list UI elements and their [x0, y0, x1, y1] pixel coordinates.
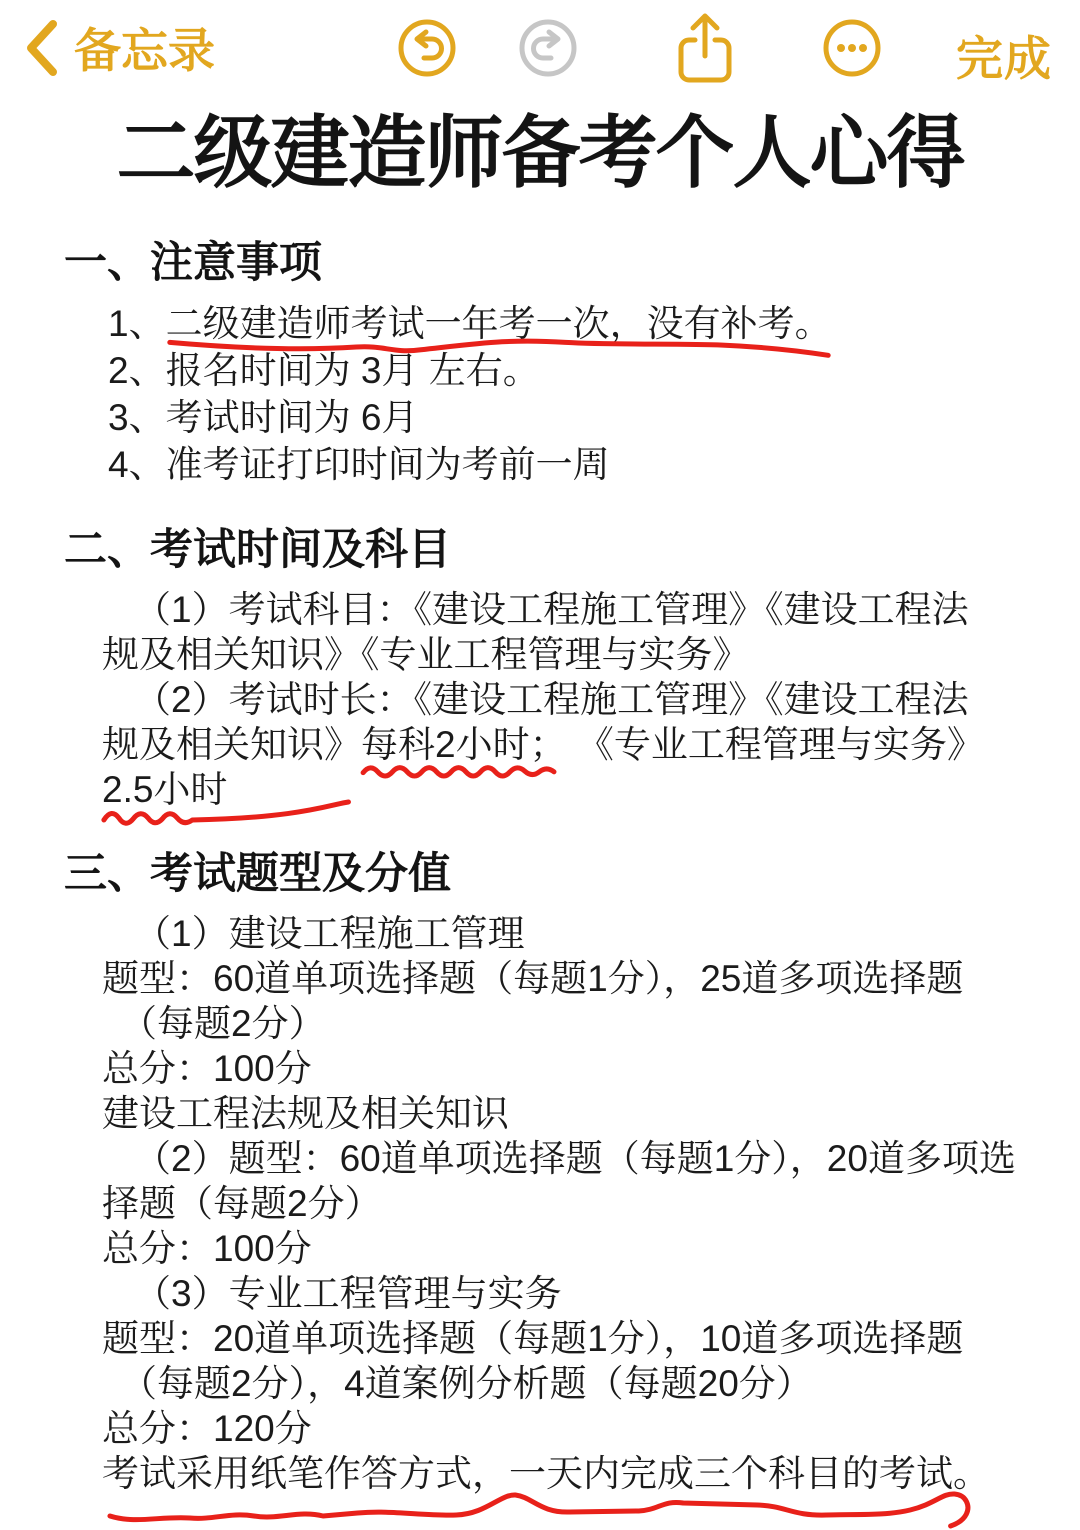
ellipsis-circle-icon: [822, 18, 882, 78]
red-wavy-marked-text: [102, 767, 227, 812]
list-item: [108, 441, 1080, 488]
note-line: 规及相关知识》《专业工程管理与实务》: [102, 633, 750, 675]
note-line: 总分：100分: [102, 1227, 312, 1269]
item-text: 准考证打印时间为考前一周: [165, 443, 610, 485]
note-line: [102, 767, 1080, 812]
red-scribble-marked-text: [102, 1451, 990, 1496]
section-3-heading: 三、考试题型及分值: [64, 849, 451, 898]
line-text: 2.5小时: [102, 768, 228, 810]
navbar: [0, 0, 1080, 96]
line-text: 每科2小时；: [361, 723, 567, 765]
section-2-heading: 二、考试时间及科目: [64, 525, 451, 574]
note-line: 总分：100分: [102, 1047, 312, 1089]
share-icon: [672, 10, 738, 86]
item-text: 考试时间为 6月: [165, 396, 419, 438]
red-underlined-text: [166, 300, 832, 347]
note-line: 建设工程法规及相关知识: [102, 1092, 509, 1134]
note-line: （2）题型：60道单项选择题（每题1分），20道多项选: [134, 1137, 1016, 1179]
item-number: 3、: [108, 396, 166, 438]
redo-button[interactable]: [518, 18, 578, 78]
note-line: （1）建设工程施工管理: [134, 912, 525, 954]
back-label: 备忘录: [74, 24, 215, 77]
line-text: 考试采用纸笔作答方式，一天内完成三个科目的考试。: [102, 1452, 990, 1494]
item-number: 4、: [108, 443, 166, 485]
note-line: （1）考试科目：《建设工程施工管理》《建设工程法: [134, 588, 969, 630]
item-number: 1、: [108, 302, 166, 344]
list-item: [108, 394, 1080, 441]
undo-icon: [397, 18, 457, 78]
note-line: 题型：20道单项选择题（每题1分），10道多项选择题: [102, 1317, 964, 1359]
list-item: [108, 347, 1080, 394]
done-button[interactable]: 完成: [956, 32, 1052, 85]
undo-button[interactable]: [397, 18, 457, 78]
item-text: 二级建造师考试一年考一次，没有补考。: [165, 302, 832, 344]
note-line: 择题（每题2分）: [102, 1182, 382, 1224]
back-button[interactable]: [24, 14, 215, 81]
line-text: 规及相关知识》: [102, 723, 361, 765]
line-text: 《专业工程管理与实务》: [566, 723, 984, 765]
note-line: [102, 722, 1080, 767]
note-line: [102, 1451, 1080, 1496]
chevron-left-icon: [24, 19, 58, 77]
note-editor[interactable]: [0, 96, 1080, 1496]
note-line: 总分：120分: [102, 1407, 312, 1449]
note-line: 题型：60道单项选择题（每题1分），25道多项选择题: [102, 957, 964, 999]
redo-icon: [518, 18, 578, 78]
item-number: 2、: [108, 349, 166, 391]
more-button[interactable]: [822, 18, 882, 78]
note-line: （3）专业工程管理与实务: [134, 1272, 562, 1314]
note-line: （2）考试时长：《建设工程施工管理》《建设工程法: [134, 678, 969, 720]
list-item: [108, 300, 1080, 347]
share-button[interactable]: [672, 10, 738, 86]
item-text: 报名时间为 3月 左右。: [165, 349, 540, 391]
section-1-heading: 一、注意事项: [64, 238, 322, 287]
note-title: 二级建造师备考个人心得: [116, 108, 964, 197]
note-line: （每题2分），4道案例分析题（每题20分）: [120, 1362, 813, 1404]
red-wavy-marked-text: [361, 722, 567, 767]
note-line: （每题2分）: [120, 1002, 326, 1044]
